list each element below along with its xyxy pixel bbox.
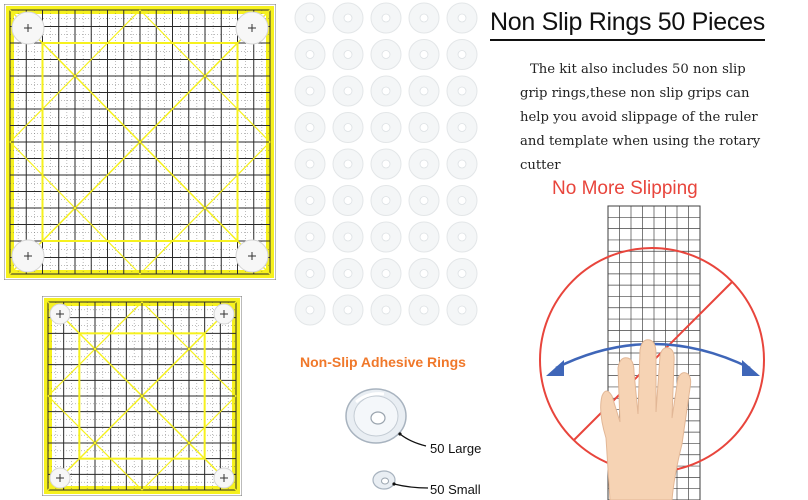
ring-item bbox=[447, 40, 477, 70]
ring-item bbox=[409, 76, 439, 106]
ring-item bbox=[333, 259, 363, 289]
ring-item bbox=[371, 259, 401, 289]
ring-item bbox=[295, 40, 325, 70]
ring-item bbox=[295, 149, 325, 179]
large-count-label: 50 Large bbox=[430, 441, 482, 456]
ring-item bbox=[295, 113, 325, 143]
non-slip-rings-sheet bbox=[290, 0, 495, 340]
ring-item bbox=[333, 222, 363, 252]
small-square-ruler bbox=[42, 296, 242, 496]
ring-item bbox=[295, 295, 325, 325]
ring-item bbox=[371, 222, 401, 252]
ring-item bbox=[447, 149, 477, 179]
ring-item bbox=[371, 149, 401, 179]
small-ring-icon bbox=[370, 466, 430, 496]
large-square-ruler bbox=[4, 4, 276, 280]
large-ring-icon bbox=[340, 382, 430, 458]
ring-item bbox=[409, 259, 439, 289]
ring-item bbox=[447, 3, 477, 33]
ring-item bbox=[409, 113, 439, 143]
arrow-right-icon bbox=[742, 360, 760, 376]
ring-item bbox=[447, 113, 477, 143]
description-text: The kit also includes 50 non slip grip rings,these non slip grips can help you avoid slippage of the ruler and template when using the rotary cutter bbox=[520, 62, 761, 173]
ring-item bbox=[333, 3, 363, 33]
ring-item bbox=[295, 3, 325, 33]
ring-item bbox=[295, 76, 325, 106]
ring-item bbox=[409, 186, 439, 216]
ring-item bbox=[447, 259, 477, 289]
ring-item bbox=[295, 222, 325, 252]
large-ruler-graphic bbox=[4, 4, 276, 280]
small-ruler-graphic bbox=[42, 296, 242, 496]
adhesive-rings-label: Non-Slip Adhesive Rings bbox=[300, 354, 466, 370]
ring-item bbox=[371, 76, 401, 106]
ring-item bbox=[409, 295, 439, 325]
ring-item bbox=[409, 3, 439, 33]
ring-item bbox=[371, 295, 401, 325]
no-slip-illustration bbox=[536, 200, 776, 500]
ring-item bbox=[371, 40, 401, 70]
ring-item bbox=[295, 186, 325, 216]
ring-item bbox=[295, 259, 325, 289]
ring-item bbox=[333, 295, 363, 325]
ring-item bbox=[409, 40, 439, 70]
ring-item bbox=[371, 113, 401, 143]
ring-item bbox=[333, 113, 363, 143]
ring-item bbox=[333, 40, 363, 70]
ring-item bbox=[371, 186, 401, 216]
ring-item bbox=[333, 186, 363, 216]
ring-item bbox=[447, 222, 477, 252]
ring-item bbox=[447, 76, 477, 106]
ring-item bbox=[447, 186, 477, 216]
page-title: Non Slip Rings 50 Pieces bbox=[490, 8, 765, 41]
ring-item bbox=[447, 295, 477, 325]
arrow-left-icon bbox=[546, 360, 564, 376]
ring-item bbox=[409, 222, 439, 252]
no-slip-heading: No More Slipping bbox=[552, 178, 698, 199]
small-count-label: 50 Small bbox=[430, 482, 481, 497]
ring-item bbox=[409, 149, 439, 179]
ring-item bbox=[371, 3, 401, 33]
ring-item bbox=[333, 149, 363, 179]
ring-item bbox=[333, 76, 363, 106]
